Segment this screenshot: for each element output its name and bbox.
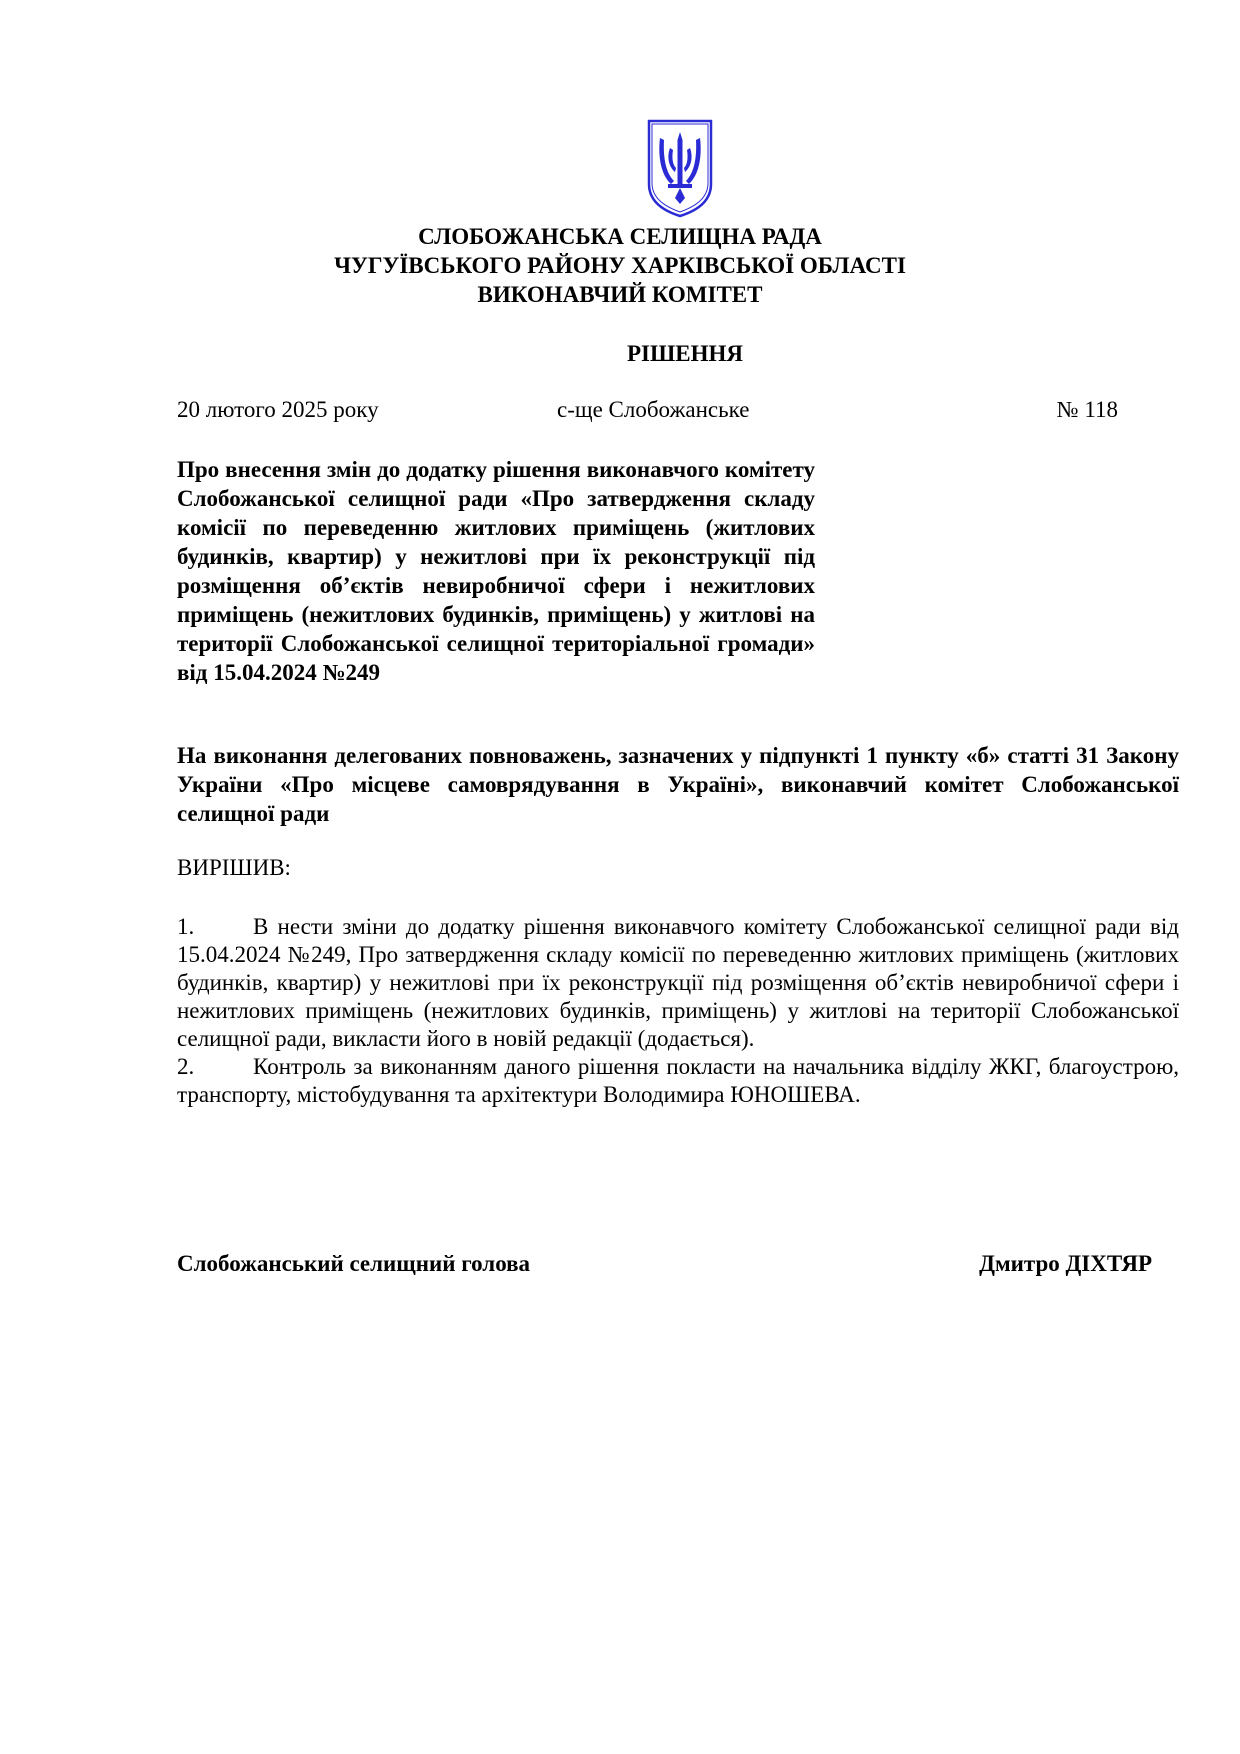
decision-subject: Про внесення змін до додатку рішення виконавчого комітету Слобожанської селищної ради «Про затвердження складу комісії по переведенню житлових приміщень (житлових будинків, квартир) у нежитлові при їх реконструкції під розміщення об’єктів невиробничої сфери і нежитлових приміщень (нежитлових будинків, приміщень) у житлові на території Слобожанської селищної територіальної громади» від 15.04.2024 №249: [177, 457, 815, 685]
item-text: В нести зміни до додатку рішення виконавчого комітету Слобожанської селищної ради від 15.04.2024 №249, Про затвердження складу комісії по переведенню житлових приміщень (житлових будинків, квартир) у нежитлові при їх реконструкції під розміщення об’єктів невиробничої сфери і нежитлових приміщень (нежитлових будинків, приміщень) у житлові на території Слобожанської селищної ради, викласти його в новій редакції (додається).: [177, 914, 1179, 1051]
header-committee-name: ВИКОНАВЧИЙ КОМІТЕТ: [477, 282, 763, 307]
decision-items-list: [177, 913, 1179, 1109]
header-district-name: ЧУГУЇВСЬКОГО РАЙОНУ ХАРКІВСЬКОЇ ОБЛАСТІ: [334, 253, 906, 278]
decision-title: РІШЕННЯ: [627, 341, 743, 366]
signatory-role: Слобожанський селищний голова: [177, 1251, 531, 1276]
signature-block: [177, 1251, 1152, 1281]
item-number: 2.: [177, 1054, 195, 1079]
decision-meta-row: [177, 397, 1118, 427]
tryzub-coat-of-arms-icon: [646, 118, 714, 218]
list-item: [177, 1053, 1179, 1109]
header-council-name: СЛОБОЖАНСЬКА СЕЛИЩНА РАДА: [418, 224, 822, 249]
decision-date: 20 лютого 2025 року: [177, 397, 379, 422]
preamble-paragraph: На виконання делегованих повноважень, зазначених у підпункті 1 пункту «б» статті 31 Закону України «Про місцеве самоврядування в Україні», виконавчий комітет Слобожанської селищної ради: [177, 743, 1179, 826]
list-item: [177, 913, 1179, 1053]
organization-header: [0, 222, 1240, 309]
resolved-heading: ВИРІШИВ:: [177, 855, 291, 880]
item-text: Контроль за виконанням даного рішення покласти на начальника відділу ЖКГ, благоустрою, транспорту, містобудування та архітектури Володимира ЮНОШЕВА.: [177, 1054, 1179, 1107]
decision-number: № 118: [1056, 397, 1118, 422]
decision-place: с-ще Слобожанське: [557, 397, 750, 422]
item-number: 1.: [177, 914, 195, 939]
signatory-name: Дмитро ДІХТЯР: [979, 1251, 1152, 1276]
